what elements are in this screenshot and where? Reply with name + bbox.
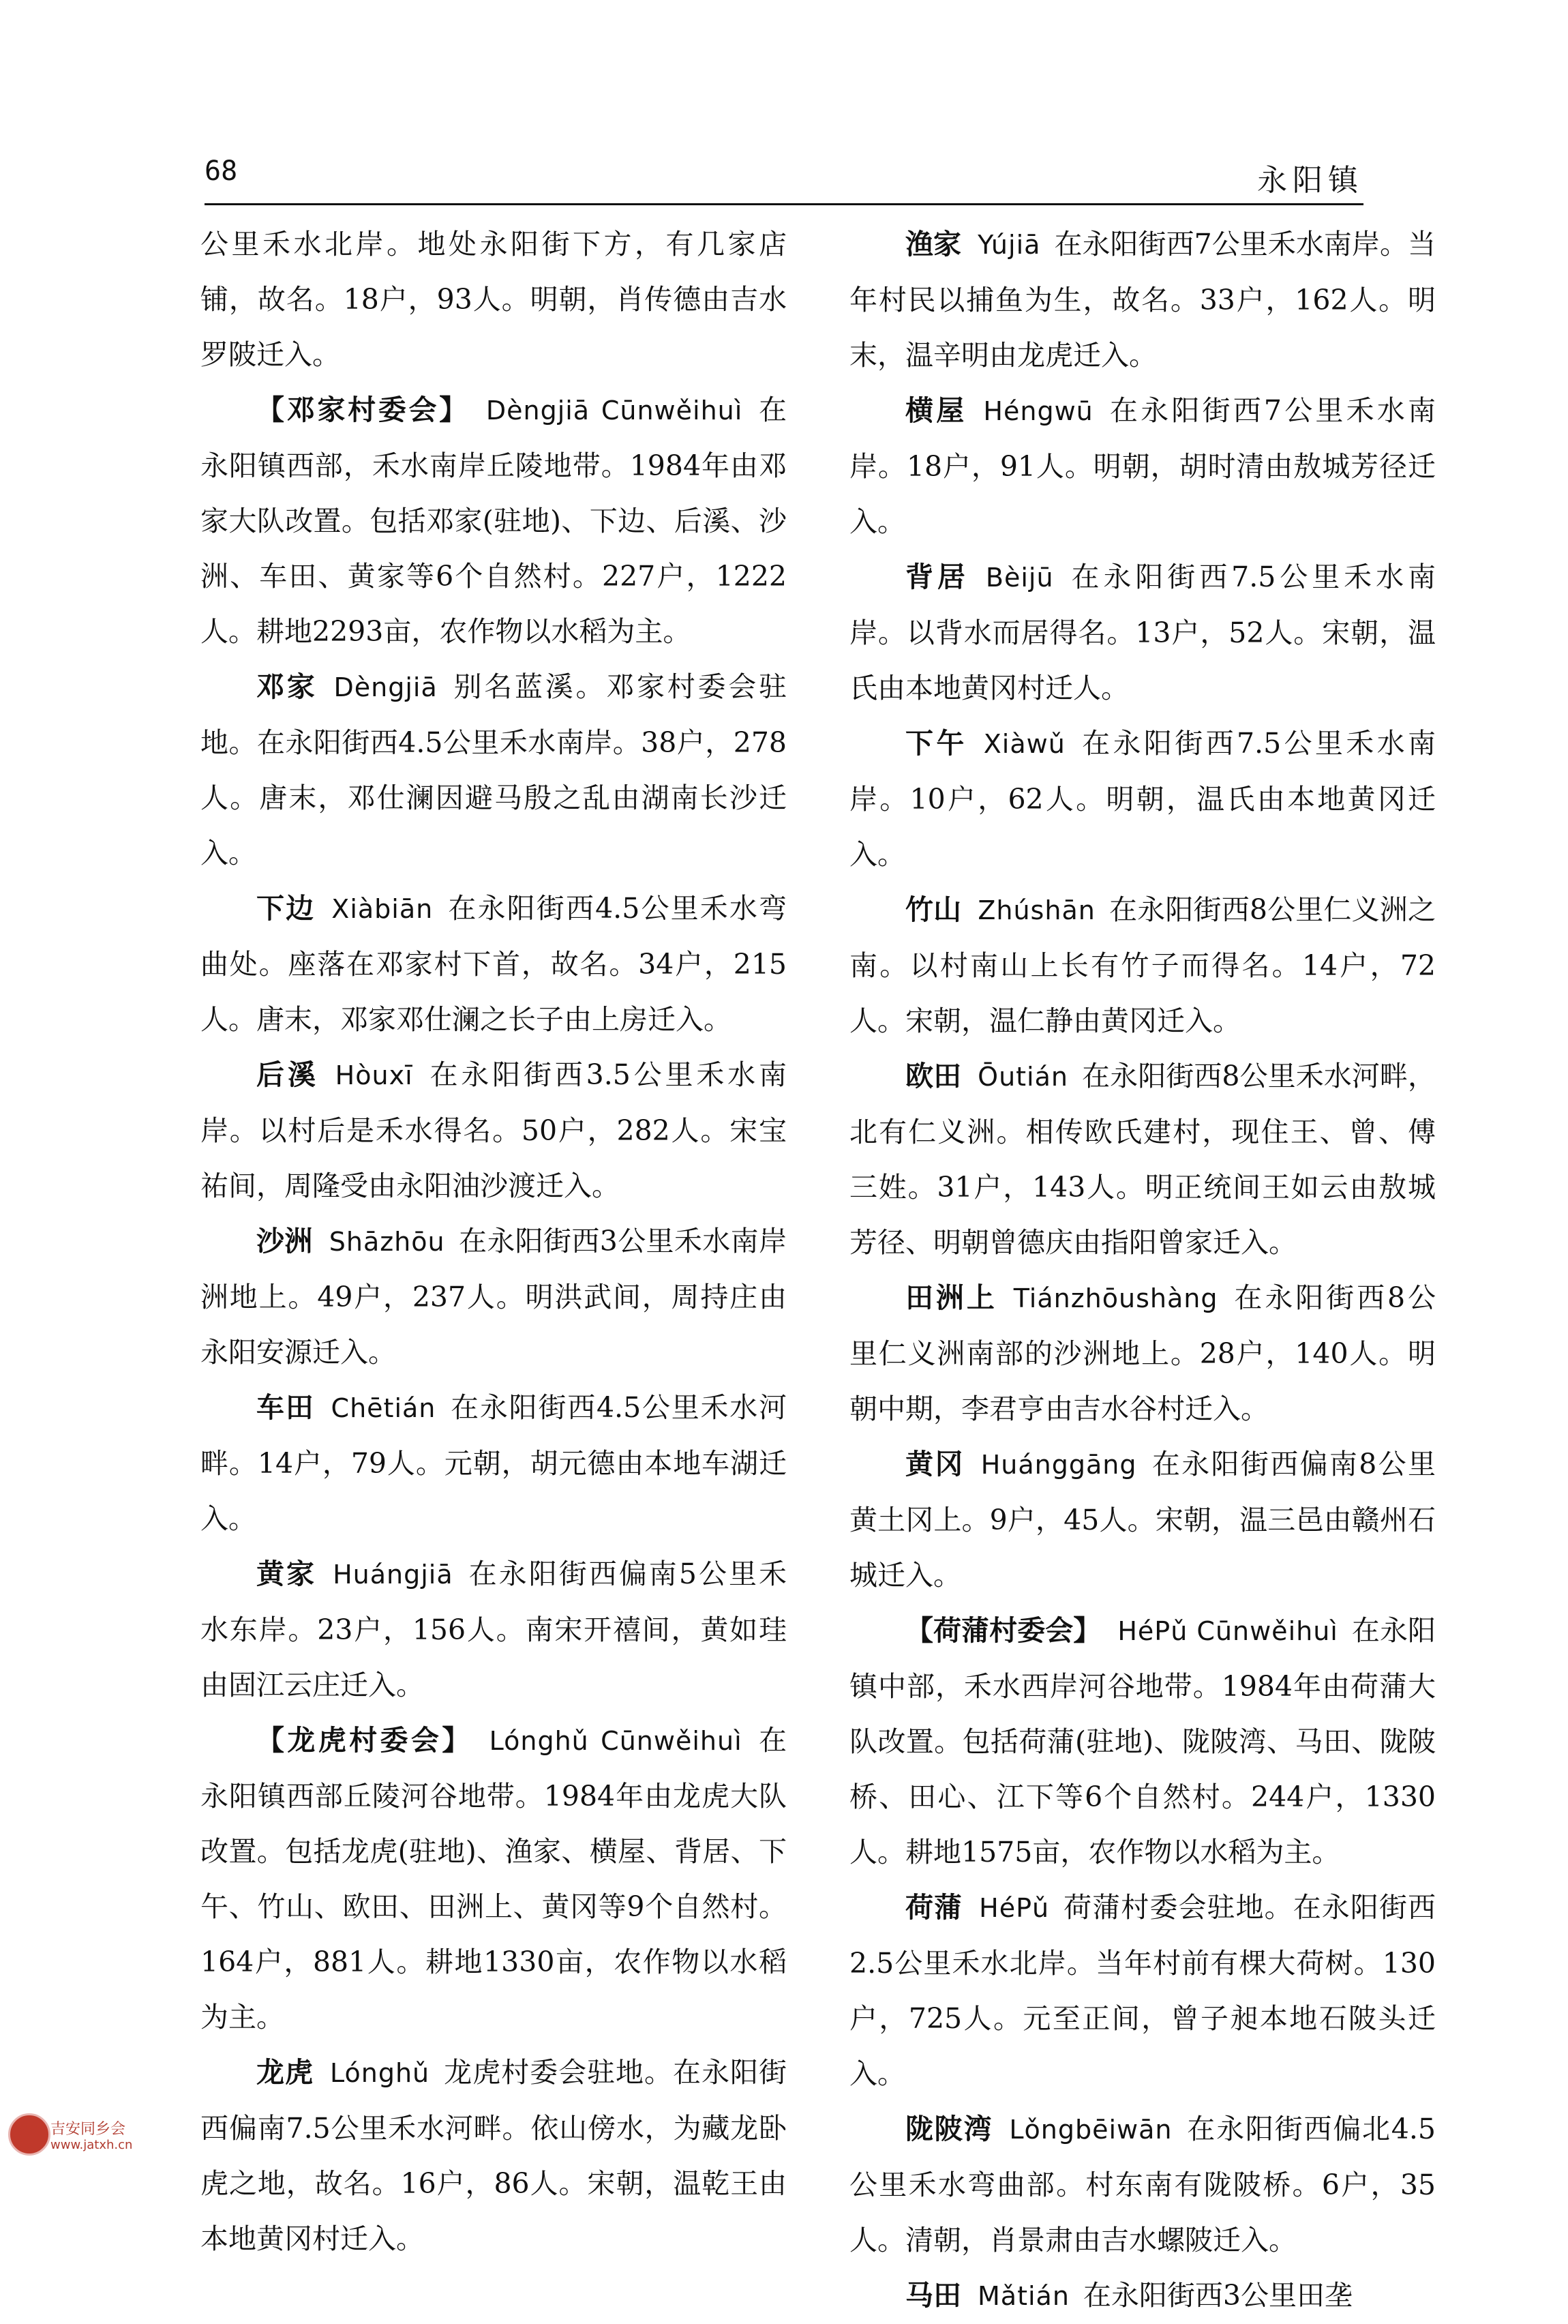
entry-text: 在永阳街西3.5公里禾水南岸。以村后是禾水得名。50户，282人。宋宝祐间，周隆受由永阳油沙渡迁入。 [200, 1058, 787, 1202]
village-entry [849, 716, 1436, 882]
header-rule [205, 203, 1363, 205]
pinyin: HéPǔ Cūnwěihuì [1117, 1616, 1338, 1646]
entry-text: 在永阳街西3公里禾水南岸洲地上。49户，237人。明洪武间，周持庄由永阳安源迁入。 [200, 1225, 787, 1369]
village-name: 渔家 [905, 228, 962, 260]
entry-text: 别名蓝溪。邓家村委会驻地。在永阳街西4.5公里禾水南岸。38户，278人。唐末，邓仕澜因避马殷之乱由湖南长沙迁入。 [200, 670, 787, 869]
entry-text: 在永阳街西4.5公里禾水弯曲处。座落在邓家村下首，故名。34户，215人。唐末，邓家邓仕澜之长子由上房迁入。 [200, 892, 787, 1036]
left-column [200, 217, 787, 2267]
entry-text: 在永阳街西偏南5公里禾水东岸。23户，156人。南宋开禧间，黄如珪由固江云庄迁入。 [200, 1558, 787, 1701]
watermark-url: www.jatxh.cn [50, 2138, 133, 2152]
village-entry [849, 383, 1436, 550]
village-name: 黄冈 [905, 1448, 965, 1480]
pinyin: Xiàwǔ [983, 729, 1066, 759]
village-name: 背居 [905, 561, 969, 593]
entry-text: 在永阳街西7公里禾水南岸。18户，91人。明朝，胡时清由敖城芳径迁入。 [849, 394, 1436, 538]
entry-text: 在永阳街西8公里仁义洲南部的沙洲地上。28户，140人。明朝中期，李君亨由吉水谷村迁入。 [849, 1281, 1436, 1425]
committee-entry [849, 1603, 1436, 1880]
committee-name: 【龙虎村委会】 [256, 1724, 473, 1757]
entry-text: 在永阳镇西部，禾水南岸丘陵地带。1984年由邓家大队改置。包括邓家(驻地)、下边、后溪、沙洲、车田、黄家等6个自然村。227户，1222人。耕地2293亩，农作物以水稻为主。 [200, 393, 787, 648]
pinyin: Mǎtián [978, 2281, 1070, 2311]
pinyin: Hòuxī [335, 1060, 413, 1090]
entry-text: 在永阳街西4.5公里禾水河畔。14户，79人。元朝，胡元德由本地车湖迁入。 [200, 1391, 787, 1535]
village-entry [849, 217, 1436, 383]
village-entry [200, 1047, 787, 1214]
entry-text: 在永阳街西8公里仁义洲之南。以村南山上长有竹子而得名。14户，72人。宋朝，温仁静由黄冈迁入。 [849, 893, 1436, 1037]
village-entry [849, 1049, 1436, 1270]
watermark-logo-icon [8, 2113, 50, 2156]
pinyin: Héngwū [983, 396, 1094, 426]
village-name: 车田 [256, 1391, 315, 1424]
village-name: 横屋 [905, 394, 967, 427]
village-entry [849, 2268, 1436, 2324]
village-entry [849, 1270, 1436, 1437]
pinyin: Zhúshān [978, 895, 1096, 925]
entry-text: 公里禾水北岸。地处永阳街下方，有几家店铺，故名。18户，93人。明朝，肖传德由吉水罗陂迁入。 [200, 228, 787, 371]
village-entry [849, 550, 1436, 716]
village-entry [200, 1214, 787, 1380]
pinyin: Huánggāng [980, 1450, 1137, 1480]
village-name: 荷蒲 [905, 1891, 963, 1924]
village-name: 下午 [905, 727, 967, 760]
running-head: 永阳镇 [1257, 163, 1363, 198]
village-entry [849, 2102, 1436, 2268]
pinyin: Huángjiā [333, 1560, 453, 1590]
pinyin: Ōutián [978, 1062, 1068, 1092]
pinyin: HéPǔ [979, 1893, 1050, 1923]
pinyin: Bèijū [985, 563, 1054, 593]
pinyin: Chētián [331, 1393, 436, 1423]
page-number: 68 [205, 155, 238, 187]
village-name: 田洲上 [905, 1281, 997, 1314]
continued-paragraph [200, 217, 787, 383]
watermark-text: 吉安同乡会 [50, 2121, 126, 2138]
village-name: 黄家 [256, 1558, 317, 1590]
village-name: 沙洲 [256, 1225, 313, 1257]
village-name: 陇陂湾 [905, 2113, 993, 2145]
entry-text: 龙虎村委会驻地。在永阳街西偏南7.5公里禾水河畔。依山傍水，为藏龙卧虎之地，故名。16户，86人。宋朝，温乾王由本地黄冈村迁入。 [200, 2056, 787, 2255]
entry-text: 在永阳街西偏南8公里黄土冈上。9户，45人。宋朝，温三邑由赣州石城迁入。 [849, 1448, 1436, 1592]
committee-entry [200, 383, 787, 659]
page-header [205, 155, 1363, 210]
village-entry [849, 1880, 1436, 2102]
village-name: 竹山 [905, 893, 962, 926]
pinyin: Lónghǔ Cūnwěihuì [489, 1726, 742, 1756]
entry-text: 在永阳镇中部，禾水西岸河谷地带。1984年由荷蒲大队改置。包括荷蒲(驻地)、陇陂湾、马田、陇陂桥、田心、江下等6个自然村。244户，1330人。耕地1575亩，农作物以水稻为主。 [849, 1614, 1436, 1868]
village-name: 欧田 [905, 1060, 962, 1092]
village-entry [849, 1437, 1436, 1603]
pinyin: Shāzhōu [329, 1227, 445, 1257]
village-name: 龙虎 [256, 2056, 314, 2089]
village-entry [200, 2045, 787, 2267]
village-entry [200, 659, 787, 881]
village-name: 后溪 [256, 1058, 319, 1091]
village-name: 下边 [256, 892, 316, 925]
entry-text: 荷蒲村委会驻地。在永阳街西2.5公里禾水北岸。当年村前有棵大荷树。130户，725人。元至正间，曾子昶本地石陂头迁入。 [849, 1891, 1436, 2090]
entry-text: 在永阳镇西部丘陵河谷地带。1984年由龙虎大队改置。包括龙虎(驻地)、渔家、横屋、背居、下午、竹山、欧田、田洲上、黄冈等9个自然村。164户，881人。耕地1330亩，农作物以水稻为主。 [200, 1724, 787, 2034]
pinyin: Yújiā [978, 230, 1041, 260]
pinyin: Lónghǔ [329, 2058, 430, 2088]
committee-entry [200, 1713, 787, 2045]
right-column [849, 217, 1436, 2324]
entry-text: 在永阳街西7.5公里禾水南岸。10户，62人。明朝，温氏由本地黄冈迁入。 [849, 727, 1436, 871]
watermark [8, 2113, 172, 2161]
pinyin: Lǒngbēiwān [1009, 2115, 1173, 2145]
pinyin: Xiàbiān [331, 894, 434, 924]
committee-name: 【荷蒲村委会】 [905, 1614, 1102, 1647]
entry-text: 在永阳街西8公里禾水河畔，北有仁义洲。相传欧氏建村，现住王、曾、傅三姓。31户，143人。明正统间王如云由敖城芳径、明朝曾德庆由指阳曾家迁入。 [849, 1060, 1436, 1259]
village-entry [200, 1547, 787, 1713]
village-name: 邓家 [256, 670, 318, 703]
pinyin: Dèngjiā Cūnwěihuì [485, 396, 743, 426]
entry-text: 在永阳街西偏北4.5公里禾水弯曲部。村东南有陇陂桥。6户，35人。清朝，肖景肃由吉水螺陂迁入。 [849, 2113, 1436, 2256]
entry-text: 在永阳街西3公里田垄 [1083, 2279, 1353, 2312]
entry-text: 在永阳街西7.5公里禾水南岸。以背水而居得名。13户，52人。宋朝，温氏由本地黄冈村迁人。 [849, 561, 1436, 704]
pinyin: Tiánzhōushàng [1013, 1283, 1218, 1313]
village-name: 马田 [905, 2279, 961, 2312]
village-entry [849, 882, 1436, 1049]
entry-text: 在永阳街西7公里禾水南岸。当年村民以捕鱼为生，故名。33户，162人。明末，温辛明由龙虎迁入。 [849, 228, 1436, 372]
village-entry [200, 881, 787, 1047]
committee-name: 【邓家村委会】 [256, 393, 470, 426]
pinyin: Dèngjiā [333, 672, 438, 702]
village-entry [200, 1380, 787, 1547]
